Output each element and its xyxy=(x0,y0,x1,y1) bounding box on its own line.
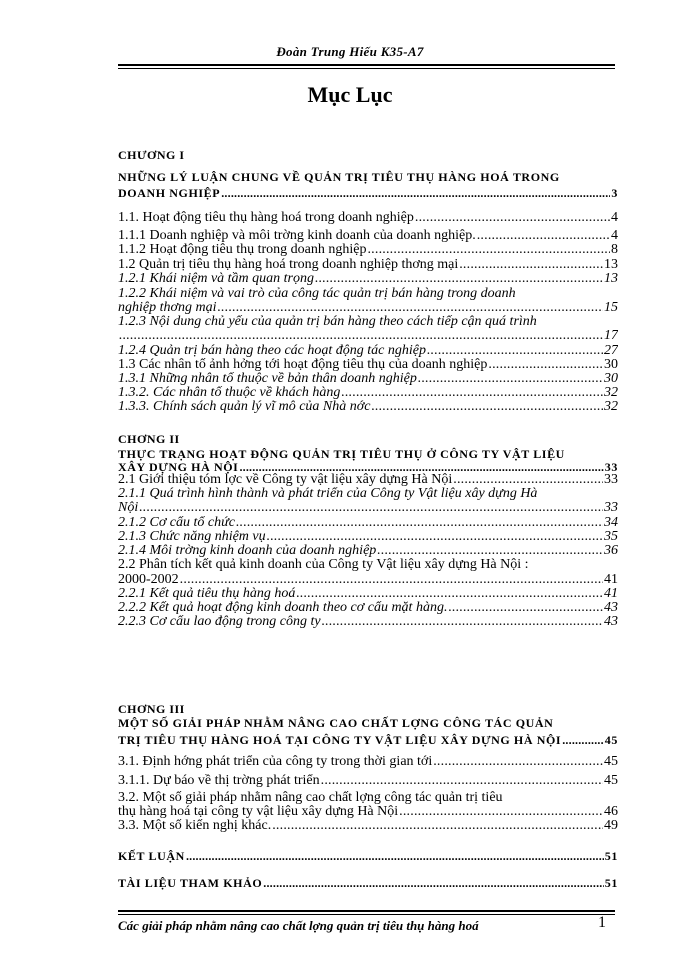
header-rule-thin xyxy=(118,68,615,69)
page-number: 49 xyxy=(604,819,618,833)
chapter1-heading-line2 xyxy=(118,186,618,200)
page-number: 3 xyxy=(611,186,618,200)
leader-dots xyxy=(296,587,603,601)
toc-entry: 1.2.2 Khái niệm và vai trò của công tác quản trị bán hàng trong doanh xyxy=(118,287,516,301)
toc-entry xyxy=(118,301,618,315)
page-number: 43 xyxy=(604,615,618,629)
toc-entry-text: 1.1.2 Hoạt động tiêu thụ trong doanh nghiệp xyxy=(118,243,367,257)
toc-references xyxy=(118,876,618,890)
toc-entry-text: 1.2 Quản trị tiêu thụ hàng hoá trong doanh nghiệp thơng mại xyxy=(118,258,459,272)
page-number: 33 xyxy=(604,460,618,474)
toc-entry xyxy=(118,755,618,769)
toc-entry-text: 3.1. Định hớng phát triển của công ty trong thời gian tới xyxy=(118,755,433,769)
leader-dots xyxy=(217,301,603,315)
leader-dots xyxy=(415,211,610,225)
toc-entry xyxy=(118,344,618,358)
toc-entry xyxy=(118,516,618,530)
toc-entry-text: 3.1.1. Dự báo về thị trờng phát triển xyxy=(118,774,320,788)
leader-dots xyxy=(267,530,603,544)
toc-entry-text: 2.1 Giới thiệu tóm lợc về Công ty vật liệu xây dựng Hà Nội xyxy=(118,473,453,487)
toc-entry: 2.1.1 Quá trình hình thành và phát triển của Công ty Vật liệu xây dựng Hà xyxy=(118,487,538,501)
toc-entry-text: 1.3.3. Chính sách quản lý vĩ mô của Nhà nớc xyxy=(118,400,371,414)
page-number: 51 xyxy=(604,876,618,890)
toc-entry xyxy=(118,258,618,272)
toc-entry xyxy=(118,805,618,819)
footer-page-number: 1 xyxy=(598,914,606,931)
toc-entry xyxy=(118,386,618,400)
leader-dots xyxy=(399,805,603,819)
toc-entry xyxy=(118,601,618,615)
toc-conclusion xyxy=(118,849,618,863)
page-number: 46 xyxy=(604,805,618,819)
chapter1-label: CHƯƠNG I xyxy=(118,148,185,162)
toc-entry-text: thụ hàng hoá tại công ty vật liệu xây dựng Hà Nội xyxy=(118,805,399,819)
toc-entry-text: 1.1. Hoạt động tiêu thụ hàng hoá trong doanh nghiệp xyxy=(118,211,414,225)
page-number: 34 xyxy=(604,516,618,530)
leader-dots xyxy=(239,460,603,474)
chapter3-label: CHƠNG III xyxy=(118,702,185,716)
toc-entry-text: 1.3.2. Các nhân tố thuộc về khách hàng xyxy=(118,386,341,400)
page-number: 13 xyxy=(604,258,618,272)
page-number: 30 xyxy=(604,358,618,372)
chapter3-heading-text: TRỊ TIÊU THỤ HÀNG HOÁ TẠI CÔNG TY VẬT LIỆU XÂY DỰNG HÀ NỘI xyxy=(118,733,562,747)
chapter2-label: CHƠNG II xyxy=(118,432,180,446)
leader-dots xyxy=(453,473,603,487)
toc-entry-text: 1.2.4 Quản trị bán hàng theo các hoạt động tác nghiệp xyxy=(118,344,426,358)
header-rule xyxy=(118,64,615,66)
leader-dots xyxy=(321,774,603,788)
toc-entry-text: 2.2.1 Kết quả tiêu thụ hàng hoá xyxy=(118,587,296,601)
toc-entry xyxy=(118,819,618,833)
leader-dots xyxy=(371,400,603,414)
toc-entry xyxy=(118,400,618,414)
chapter2-heading-text: XÂY DỰNG HÀ NỘI xyxy=(118,460,239,474)
chapter3-heading-line2 xyxy=(118,733,618,747)
page-number: 45 xyxy=(604,755,618,769)
toc-entry-text: 2000-2002 xyxy=(118,573,179,587)
page-title: Mục Lục xyxy=(307,82,393,107)
leader-dots xyxy=(448,601,603,615)
toc-entry xyxy=(118,587,618,601)
page-number: 51 xyxy=(604,849,618,863)
leader-dots xyxy=(341,386,603,400)
toc-entry-text: 2.1.3 Chức năng nhiệm vụ xyxy=(118,530,266,544)
toc-entry-text: 1.3.1 Những nhân tố thuộc về bản thân doanh nghiệp xyxy=(118,372,417,386)
page-number: 30 xyxy=(604,372,618,386)
running-footer: Các giải pháp nhằm nâng cao chất lợng quản trị tiêu thụ hàng hoá xyxy=(118,918,479,933)
toc-entry-text: 3.3. Một số kiến nghị khác. xyxy=(118,819,272,833)
toc-entry: 1.2.3 Nội dung chủ yếu của quản trị bán hàng theo cách tiếp cận quá trình xyxy=(118,315,537,329)
leader-dots xyxy=(322,615,603,629)
footer-rule xyxy=(118,910,615,912)
chapter2-heading-line1: THỰC TRẠNG HOẠT ĐỘNG QUẢN TRỊ TIÊU THỤ Ở CÔNG TY VẬT LIỆU xyxy=(118,447,565,461)
toc-entry xyxy=(118,573,618,587)
leader-dots xyxy=(433,755,603,769)
footer-rule-thin xyxy=(118,914,615,915)
toc-entry xyxy=(118,229,618,243)
toc-entry: 3.2. Một số giải pháp nhằm nâng cao chất lợng công tác quản trị tiêu xyxy=(118,791,503,805)
toc-entry xyxy=(118,243,618,257)
toc-entry-text: Nội xyxy=(118,501,139,515)
toc-entry xyxy=(118,501,618,515)
chapter1-heading-text: DOANH NGHIỆP xyxy=(118,186,221,200)
toc-entry-text: nghiệp thơng mại xyxy=(118,301,217,315)
chapter1-heading-line1: NHỮNG LÝ LUẬN CHUNG VỀ QUẢN TRỊ TIÊU THỤ HÀNG HOÁ TRONG xyxy=(118,170,560,184)
toc-entry xyxy=(118,615,618,629)
leader-dots xyxy=(272,819,603,833)
page-number: 4 xyxy=(611,211,618,225)
chapter2-heading-line2 xyxy=(118,460,618,474)
page-number: 17 xyxy=(604,329,618,343)
toc-entry xyxy=(118,530,618,544)
toc-entry-text: TÀI LIỆU THAM KHẢO xyxy=(118,876,263,890)
page-number: 45 xyxy=(604,733,618,747)
toc-entry xyxy=(118,272,618,286)
leader-dots xyxy=(418,372,603,386)
leader-dots xyxy=(562,733,604,747)
toc-entry-text: 1.2.1 Khái niệm và tầm quan trọng xyxy=(118,272,314,286)
toc-entry-text: KẾT LUẬN xyxy=(118,849,185,863)
toc-entry xyxy=(118,473,618,487)
page-number: 33 xyxy=(604,473,618,487)
leader-dots xyxy=(236,516,603,530)
toc-entry-text: 2.2.2 Kết quả hoạt động kinh doanh theo cơ cấu mặt hàng. xyxy=(118,601,448,615)
toc-entry xyxy=(118,211,618,225)
leader-dots xyxy=(459,258,603,272)
page-number: 41 xyxy=(604,587,618,601)
toc-entry: 2.2 Phân tích kết quả kinh doanh của Công ty Vật liệu xây dựng Hà Nội : xyxy=(118,558,529,572)
leader-dots xyxy=(377,544,603,558)
page-number: 35 xyxy=(604,530,618,544)
toc-entry xyxy=(118,329,618,343)
toc-entry xyxy=(118,544,618,558)
running-header: Đoàn Trung Hiếu K35-A7 xyxy=(276,44,424,59)
leader-dots xyxy=(180,573,603,587)
page-number: 27 xyxy=(604,344,618,358)
toc-entry xyxy=(118,372,618,386)
page-number: 41 xyxy=(604,573,618,587)
leader-dots xyxy=(263,876,604,890)
page-number: 43 xyxy=(604,601,618,615)
page-number: 15 xyxy=(604,301,618,315)
leader-dots xyxy=(367,243,610,257)
toc-entry-text: 1.1.1 Doanh nghiệp và môi trờng kinh doanh của doanh nghiệp. xyxy=(118,229,476,243)
leader-dots xyxy=(488,358,603,372)
chapter3-heading-line1: MỘT SỐ GIẢI PHÁP NHẰM NÂNG CAO CHẤT LỢNG CÔNG TÁC QUẢN xyxy=(118,716,554,730)
toc-entry xyxy=(118,358,618,372)
toc-entry xyxy=(118,774,618,788)
page-number: 4 xyxy=(611,229,618,243)
toc-entry-text: 1.3 Các nhân tố ảnh hởng tới hoạt động tiêu thụ của doanh nghiệp xyxy=(118,358,488,372)
page-number: 32 xyxy=(604,386,618,400)
leader-dots xyxy=(315,272,603,286)
page-number: 33 xyxy=(604,501,618,515)
page-number: 45 xyxy=(604,774,618,788)
toc-entry-text: 2.1.4 Môi trờng kinh doanh của doanh nghiệp xyxy=(118,544,377,558)
page-number: 8 xyxy=(611,243,618,257)
leader-dots xyxy=(427,344,603,358)
leader-dots xyxy=(119,329,603,343)
page-number: 36 xyxy=(604,544,618,558)
page-number: 32 xyxy=(604,400,618,414)
leader-dots xyxy=(186,849,604,863)
leader-dots xyxy=(221,186,610,200)
toc-entry-text: 2.2.3 Cơ cấu lao động trong công ty xyxy=(118,615,321,629)
toc-entry-text: 2.1.2 Cơ cấu tổ chức xyxy=(118,516,235,530)
leader-dots xyxy=(477,229,610,243)
page-number: 13 xyxy=(604,272,618,286)
leader-dots xyxy=(139,501,603,515)
